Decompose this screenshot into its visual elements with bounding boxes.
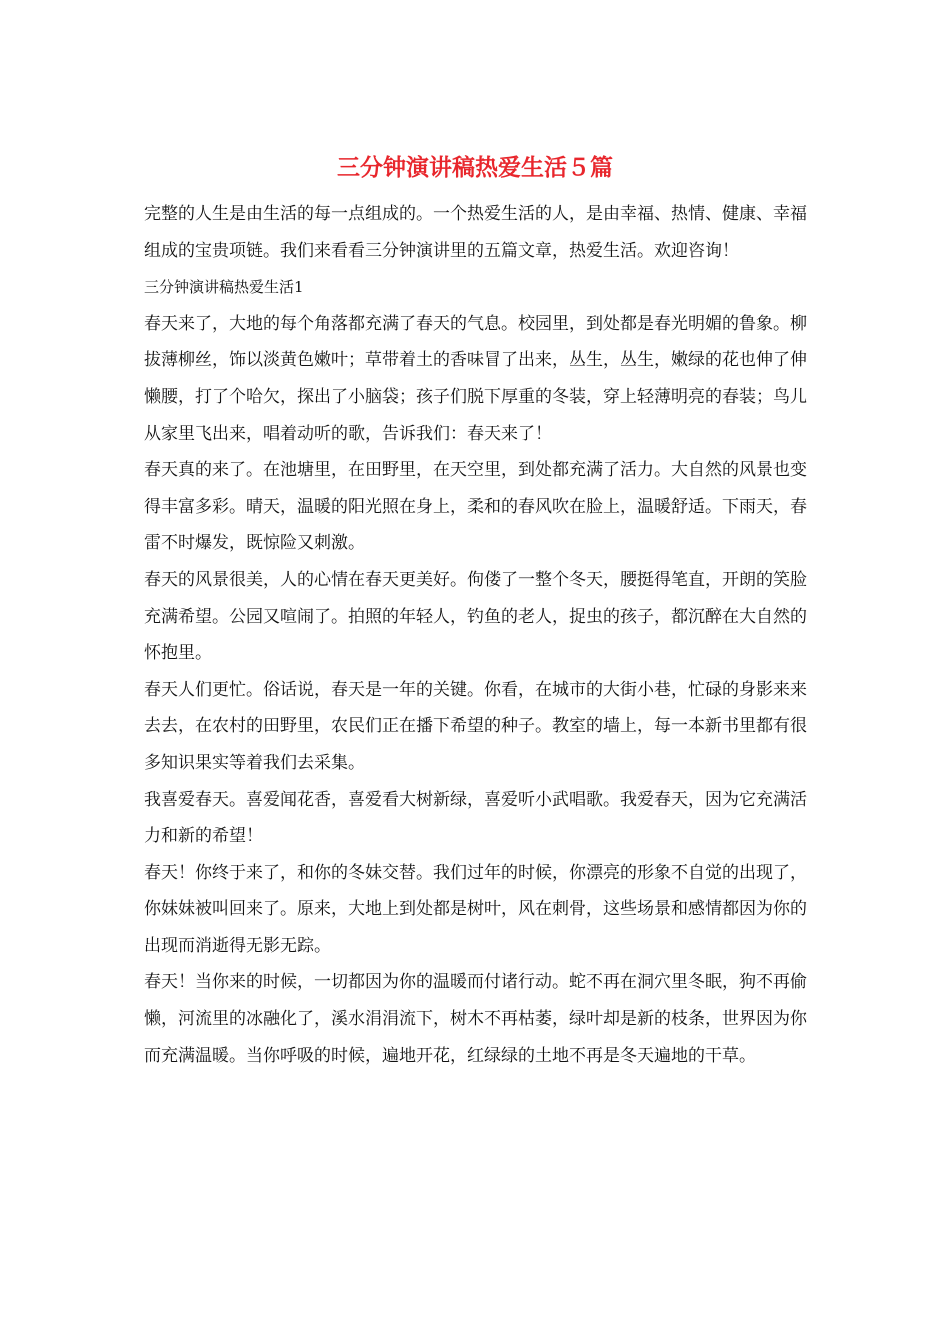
body-paragraph-5: 我喜爱春天。喜爱闻花香，喜爱看大树新绿，喜爱听小武唱歌。我爱春天，因为它充满活力和新的希望！ bbox=[144, 789, 807, 847]
body-paragraph-4: 春天人们更忙。俗话说，春天是一年的关键。你看，在城市的大街小巷，忙碌的身影来来去去，在农村的田野里，农民们正在播下希望的种子。教室的墙上，每一本新书里都有很多知识果实等着我们去采集。 bbox=[144, 679, 807, 773]
document-body bbox=[144, 196, 814, 1074]
body-paragraph-3: 春天的风景很美，人的心情在春天更美好。佝偻了一整个冬天，腰挺得笔直，开朗的笑脸充满希望。公园又喧闹了。拍照的年轻人，钓鱼的老人，捉虫的孩子，都沉醉在大自然的怀抱里。 bbox=[144, 569, 807, 664]
section-heading: 三分钟演讲稿热爱生活1 bbox=[144, 278, 304, 297]
body-paragraph-1: 春天来了，大地的每个角落都充满了春天的气息。校园里，到处都是春光明媚的鲁象。柳拔薄柳丝，饰以淡黄色嫩叶；草带着土的香味冒了出来，丛生，丛生，嫩绿的花也伸了伸懒腰，打了个哈欠，探出了小脑袋；孩子们脱下厚重的冬装，穿上轻薄明亮的春装；鸟儿从家里飞出来，唱着动听的歌，告诉我们：春天来了！ bbox=[144, 313, 807, 444]
document-title: 三分钟演讲稿热爱生活５篇 bbox=[337, 154, 613, 181]
intro-paragraph: 完整的人生是由生活的每一点组成的。一个热爱生活的人，是由幸福、热情、健康、幸福组成的宝贵项链。我们来看看三分钟演讲里的五篇文章，热爱生活。欢迎咨询！ bbox=[144, 204, 807, 261]
body-paragraph-7: 春天！当你来的时候，一切都因为你的温暖而付诸行动。蛇不再在洞穴里冬眠，狗不再偷懒，河流里的冰融化了，溪水涓涓流下，树木不再枯萎，绿叶却是新的枝条，世界因为你而充满温暖。当你呼吸的时候，遍地开花，红绿绿的土地不再是冬天遍地的干草。 bbox=[144, 972, 807, 1066]
body-paragraph-6: 春天！你终于来了，和你的冬妹交替。我们过年的时候，你漂亮的形象不自觉的出现了，你妹妹被叫回来了。原来，大地上到处都是树叶，风在刺骨，这些场景和感情都因为你的出现而消逝得无影无踪。 bbox=[144, 862, 807, 956]
body-paragraph-2: 春天真的来了。在池塘里，在田野里，在天空里，到处都充满了活力。大自然的风景也变得丰富多彩。晴天，温暖的阳光照在身上，柔和的春风吹在脸上，温暖舒适。下雨天，春雷不时爆发，既惊险又刺激。 bbox=[144, 460, 807, 554]
